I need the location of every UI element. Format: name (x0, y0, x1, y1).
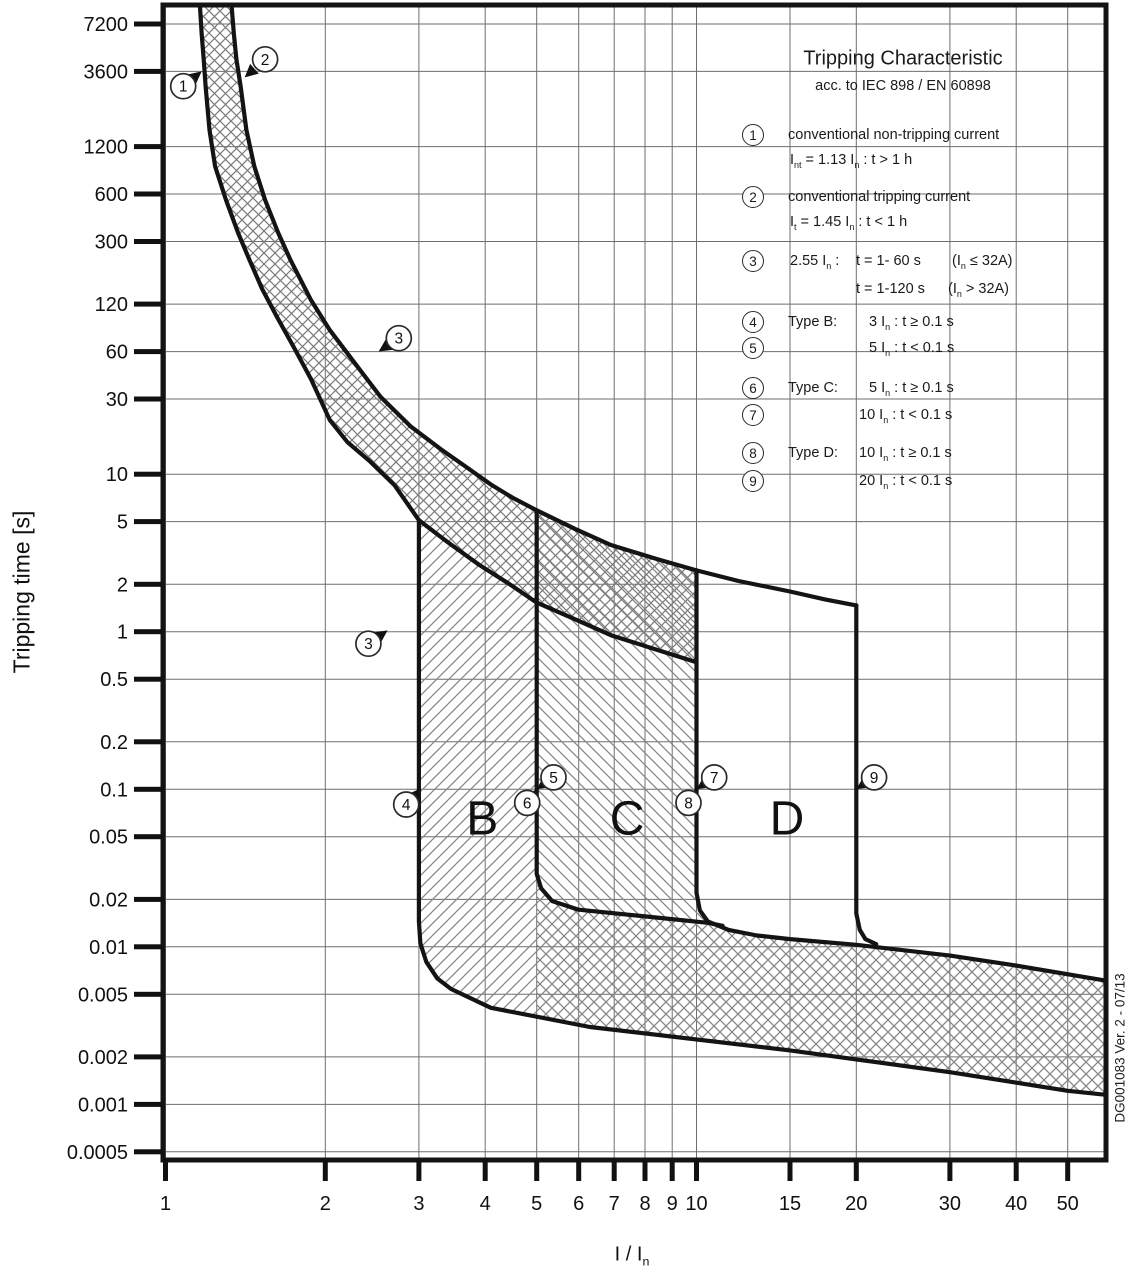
marker-number: 6 (522, 795, 532, 813)
x-tick-label: 4 (479, 1193, 491, 1215)
legend-text: 3 $I_n$ : t ≥ 0.1 s (869, 313, 954, 332)
y-tick-label: 5 (116, 511, 128, 534)
y-tick-label: 0.5 (100, 669, 128, 692)
x-tick-label: 9 (666, 1193, 678, 1215)
legend-text: conventional tripping current (788, 188, 971, 205)
legend-text: Type D: (788, 444, 838, 461)
legend-text: 10 $I_n$ : t ≥ 0.1 s (859, 444, 952, 463)
legend-text: conventional non-tripping current (788, 126, 1000, 143)
legend-ref-circle-2: 2 (742, 186, 764, 208)
region-label-b: B (466, 792, 499, 846)
x-tick-label: 10 (685, 1193, 708, 1215)
legend-text: 5 $I_n$ : t ≥ 0.1 s (869, 379, 954, 398)
x-tick-label: 30 (938, 1193, 962, 1215)
x-tick-label: 50 (1056, 1193, 1079, 1215)
legend-text: 10 $I_n$ : t < 0.1 s (859, 406, 953, 425)
marker-number: 5 (549, 769, 558, 787)
y-tick-label: 0.01 (89, 936, 128, 959)
y-tick-label: 1 (116, 621, 128, 644)
x-tick-label: 1 (159, 1193, 172, 1215)
legend-ref-circle-3: 3 (742, 250, 764, 272)
legend-text: $I_{nt} = 1.13$ $I_n$ : t > 1 h (790, 151, 913, 170)
y-tick-label: 0.005 (77, 984, 128, 1007)
x-tick-label: 20 (845, 1193, 868, 1215)
marker-number: 3 (394, 330, 404, 348)
marker-number: 7 (709, 769, 719, 787)
y-tick-label: 0.0005 (66, 1141, 128, 1164)
legend-ref-circle-5: 5 (742, 337, 764, 359)
y-tick-label: 0.1 (100, 779, 128, 802)
legend-text: $(I_n > 32A)$ (948, 280, 1010, 299)
y-tick-label: 0.002 (77, 1046, 128, 1069)
y-tick-label: 30 (105, 389, 128, 411)
marker-number: 1 (178, 78, 188, 96)
x-tick-label: 40 (1005, 1193, 1028, 1215)
document-reference: DG001083 Ver. 2 - 07/13 (1112, 973, 1128, 1123)
region-label-d: D (769, 792, 805, 846)
x-tick-label: 6 (573, 1193, 585, 1215)
legend-text: 2.55 $I_n$ : (790, 252, 840, 271)
legend-text: $I_t = 1.45$ $I_n$ : t < 1 h (790, 213, 908, 232)
marker-number: 3 (364, 636, 373, 654)
y-tick-label: 7200 (83, 14, 128, 36)
x-tick-label: 7 (608, 1193, 620, 1215)
x-tick-label: 15 (778, 1193, 802, 1215)
y-tick-label: 0.05 (89, 826, 128, 849)
region-label-c: C (609, 792, 645, 846)
marker-number: 8 (684, 795, 693, 813)
y-tick-label: 0.2 (100, 731, 128, 754)
x-tick-label: 8 (639, 1193, 651, 1215)
marker-number: 9 (869, 769, 879, 787)
y-tick-label: 10 (105, 464, 128, 487)
legend-ref-circle-8: 8 (742, 442, 764, 464)
y-tick-label: 600 (94, 184, 128, 206)
x-tick-label: 5 (531, 1193, 543, 1215)
y-tick-label: 0.02 (89, 889, 128, 912)
legend-text: $(I_n \le 32A)$ (952, 252, 1013, 271)
legend-text: Type C: (788, 379, 838, 396)
chart-title: Tripping Characteristic (803, 47, 1003, 70)
legend-ref-circle-6: 6 (742, 377, 764, 399)
marker-number: 2 (260, 51, 270, 69)
y-tick-label: 300 (94, 231, 128, 254)
legend-text: Type B: (788, 313, 838, 330)
legend-ref-circle-9: 9 (742, 470, 764, 492)
y-tick-label: 3600 (83, 61, 128, 84)
x-axis-title: I / $I_n$ (614, 1243, 650, 1269)
y-tick-label: 60 (105, 341, 128, 364)
x-tick-label: 3 (413, 1193, 425, 1215)
legend-text: t = 1-120 s (856, 280, 925, 297)
y-tick-label: 2 (116, 574, 128, 597)
legend-text: 20 $I_n$ : t < 0.1 s (859, 472, 953, 491)
legend-ref-circle-1: 1 (742, 124, 764, 146)
x-tick-label: 2 (319, 1193, 331, 1215)
legend-ref-circle-7: 7 (742, 404, 764, 426)
legend-text: t = 1- 60 s (856, 252, 921, 269)
legend-ref-circle-4: 4 (742, 311, 764, 333)
y-tick-label: 1200 (83, 136, 128, 159)
y-tick-label: 120 (94, 294, 128, 317)
plot-area (200, 2, 1106, 1095)
legend-text: 5 $I_n$ : t < 0.1 s (869, 339, 955, 358)
chart-subtitle: acc. to IEC 898 / EN 60898 (815, 78, 991, 94)
y-axis-title: Tripping time [s] (8, 510, 35, 674)
marker-number: 4 (401, 797, 411, 814)
y-tick-label: 0.001 (77, 1094, 128, 1117)
